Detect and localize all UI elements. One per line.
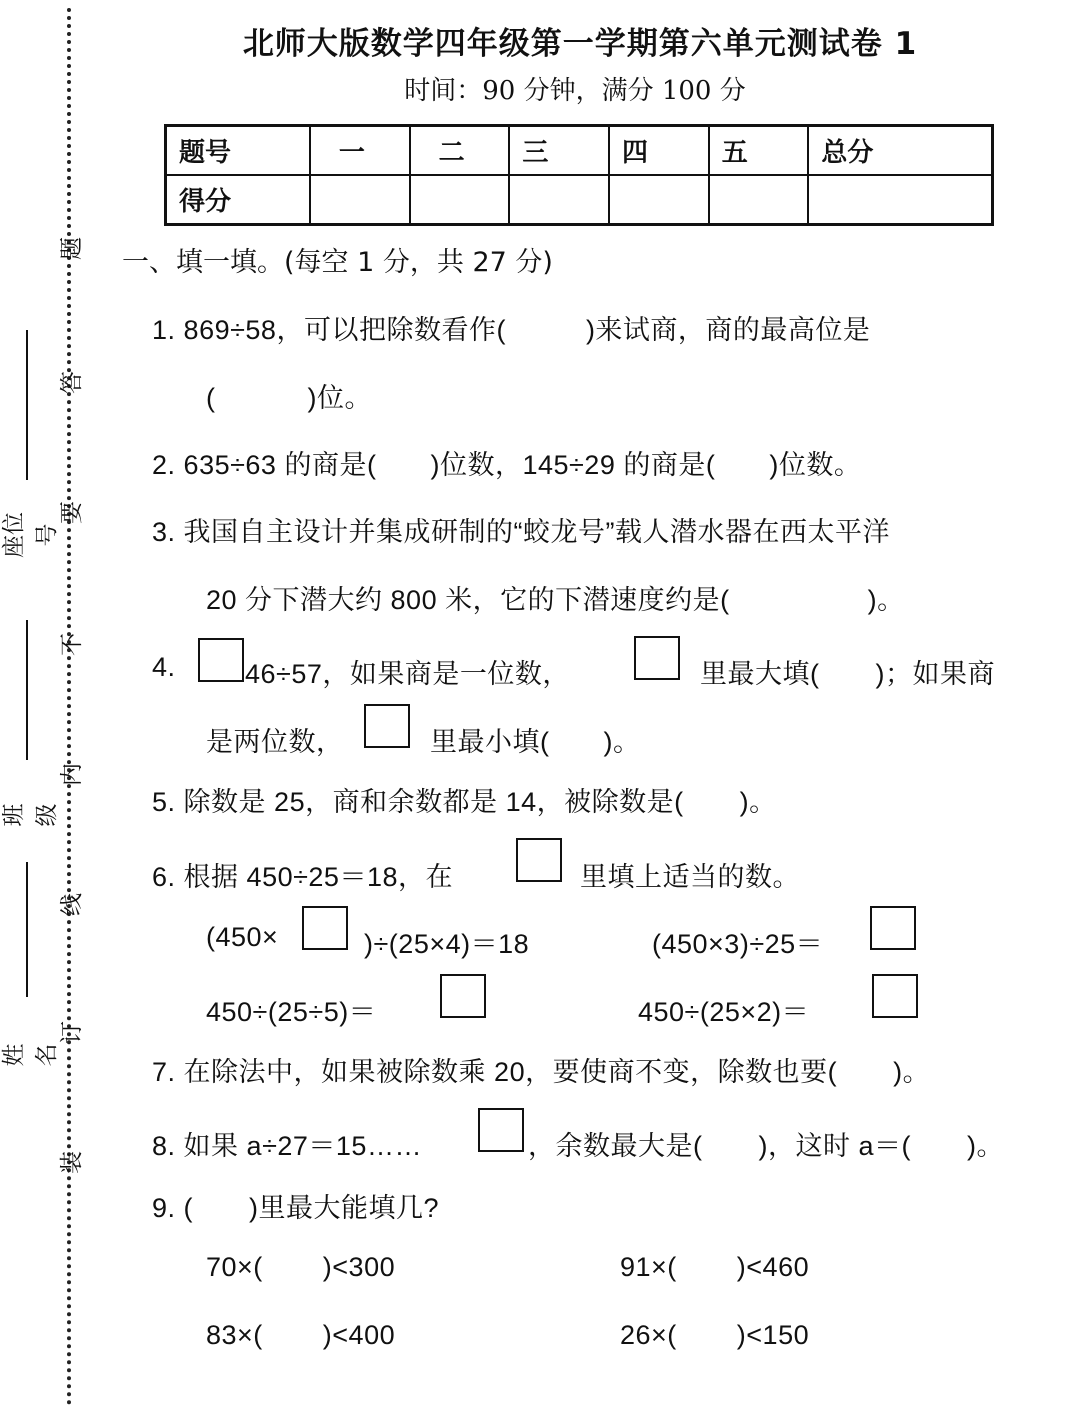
score-input-cell[interactable] bbox=[509, 175, 609, 225]
seat-underline bbox=[26, 330, 28, 480]
exam-time-info: 时间：90 分钟，满分 100 分 bbox=[404, 76, 746, 106]
seal-char: 题 bbox=[59, 237, 85, 260]
score-input-cell[interactable] bbox=[709, 175, 809, 225]
seat-number-label: 座位号 bbox=[1, 512, 60, 558]
section-heading: 一、填一填。(每空 1 分，共 27 分) bbox=[122, 247, 553, 278]
digit-box[interactable] bbox=[198, 638, 244, 682]
expr-3a: 450÷(25÷5)＝ bbox=[206, 997, 377, 1027]
score-cell: 二 bbox=[410, 126, 510, 176]
digit-box[interactable] bbox=[440, 974, 486, 1018]
seal-char: 要 bbox=[59, 501, 85, 524]
seal-char: 装 bbox=[59, 1151, 85, 1174]
class-underline bbox=[26, 620, 28, 760]
page-title: 北师大版数学四年级第一学期第六单元测试卷 1 bbox=[242, 26, 918, 62]
expr-1b: )÷(25×4)＝18 bbox=[364, 929, 530, 959]
question-4-line1-rest: 里最大填( )；如果商 bbox=[700, 659, 995, 689]
question-3-line1: 3. 我国自主设计并集成研制的“蛟龙号”载人潜水器在西太平洋 bbox=[152, 517, 891, 547]
digit-box[interactable] bbox=[872, 974, 918, 1018]
score-cell: 三 bbox=[509, 126, 609, 176]
digit-box[interactable] bbox=[302, 906, 348, 950]
question-8-text-a: 8. 如果 a÷27＝15…… bbox=[152, 1131, 422, 1161]
question-9: 9. ( )里最大能填几? bbox=[152, 1193, 440, 1223]
digit-box[interactable] bbox=[516, 838, 562, 882]
seal-char: 答 bbox=[59, 371, 85, 394]
question-6-text-b: 里填上适当的数。 bbox=[580, 862, 800, 892]
inequality-3: 83×( )<400 bbox=[206, 1320, 396, 1350]
question-4-num: 4. bbox=[152, 652, 176, 682]
score-cell: 总分 bbox=[808, 126, 992, 176]
score-table bbox=[164, 124, 994, 226]
question-1-line2: ( )位。 bbox=[206, 383, 372, 413]
expr-2a: (450×3)÷25＝ bbox=[652, 929, 824, 959]
inequality-2: 91×( )<460 bbox=[620, 1252, 810, 1282]
score-cell: 一 bbox=[310, 126, 410, 176]
question-5: 5. 除数是 25，商和余数都是 14，被除数是( )。 bbox=[152, 787, 777, 817]
question-2: 2. 635÷63 的商是( )位数，145÷29 的商是( )位数。 bbox=[152, 450, 862, 480]
score-table-header-row bbox=[166, 126, 993, 176]
digit-box[interactable] bbox=[364, 704, 410, 748]
score-cell: 五 bbox=[709, 126, 809, 176]
score-cell: 四 bbox=[609, 126, 709, 176]
digit-box[interactable] bbox=[870, 906, 916, 950]
expr-1a: (450× bbox=[206, 922, 279, 952]
binding-dotted-line bbox=[67, 8, 71, 1406]
score-cell: 题号 bbox=[166, 126, 310, 176]
score-table-score-row bbox=[166, 175, 993, 225]
question-4-text-a: 46÷57，如果商是一位数， bbox=[245, 659, 570, 689]
score-input-cell[interactable] bbox=[410, 175, 510, 225]
seal-char: 线 bbox=[59, 893, 85, 916]
inequality-1: 70×( )<300 bbox=[206, 1252, 396, 1282]
name-label: 姓名 bbox=[1, 1043, 60, 1067]
inequality-4: 26×( )<150 bbox=[620, 1320, 810, 1350]
seal-char: 内 bbox=[59, 763, 85, 786]
score-input-cell[interactable] bbox=[808, 175, 992, 225]
question-7: 7. 在除法中，如果被除数乘 20，要使商不变，除数也要( )。 bbox=[152, 1057, 931, 1087]
class-label: 班级 bbox=[1, 803, 60, 827]
score-input-cell[interactable] bbox=[310, 175, 410, 225]
seal-char: 订 bbox=[59, 1021, 85, 1044]
score-cell: 得分 bbox=[166, 175, 310, 225]
expr-4a: 450÷(25×2)＝ bbox=[638, 997, 810, 1027]
question-4-text-d: 是两位数， bbox=[206, 727, 344, 757]
question-6-line1: 6. 根据 450÷25＝18，在 bbox=[152, 862, 453, 892]
question-8-rest: ，余数最大是( )，这时 a＝( )。 bbox=[528, 1131, 1004, 1161]
name-underline bbox=[26, 862, 28, 997]
question-4-line2-rest: 里最小填( )。 bbox=[430, 727, 641, 757]
digit-box[interactable] bbox=[634, 636, 680, 680]
score-input-cell[interactable] bbox=[609, 175, 709, 225]
seal-char: 不 bbox=[59, 633, 85, 656]
digit-box[interactable] bbox=[478, 1108, 524, 1152]
question-1-line1: 1. 869÷58，可以把除数看作( )来试商，商的最高位是 bbox=[152, 315, 871, 345]
question-3-line2: 20 分下潜大约 800 米，它的下潜速度约是( )。 bbox=[206, 585, 905, 615]
